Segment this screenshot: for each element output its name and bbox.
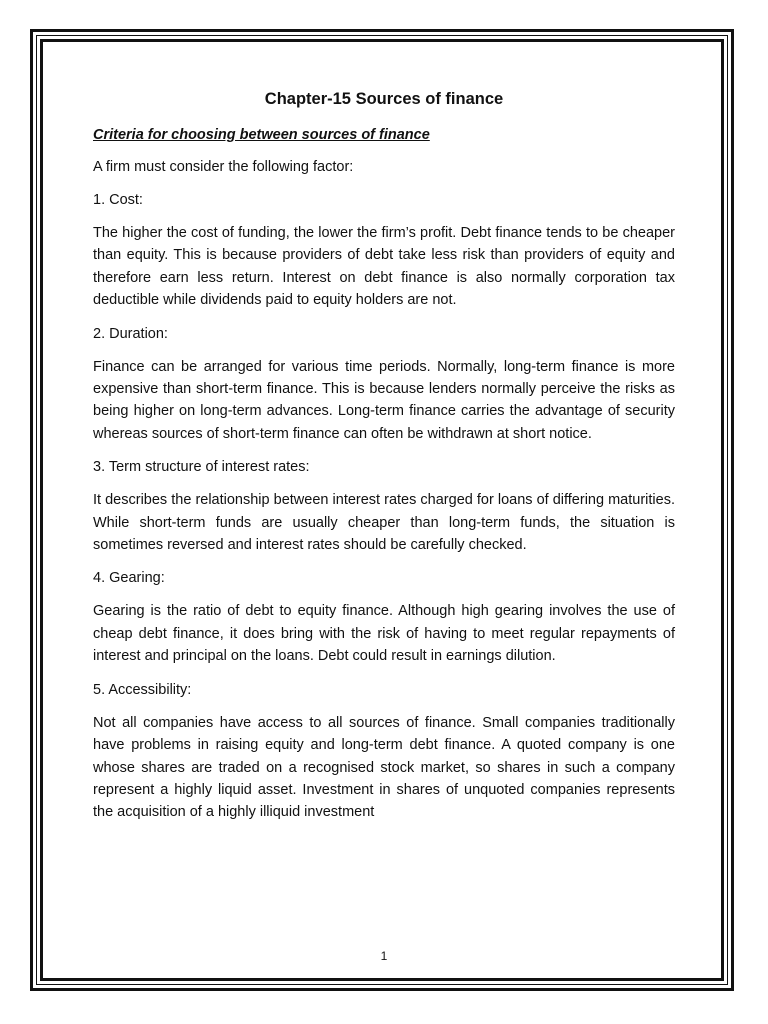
cost-heading: 1. Cost:: [93, 192, 143, 208]
cost-paragraph: The higher the cost of funding, the lower the firm’s profit. Debt finance tends to be cheaper than equity. This is because providers of debt take less risk than providers of equity and therefore earn less return. Interest on debt finance is also normally corporation tax deductible while dividends paid to equity holders are not.: [93, 225, 675, 309]
gearing-heading: 4. Gearing:: [93, 570, 165, 587]
duration-heading: 2. Duration:: [93, 325, 168, 342]
accessibility-heading: 5. Accessibility:: [93, 681, 192, 698]
gearing-paragraph: Gearing is the ratio of debt to equity finance. Although high gearing involves the use of cheap debt finance, it does bring with the risk of having to meet regular repayments of interest and principal on the loans. Debt could result in earnings dilution.: [93, 603, 675, 665]
duration-paragraph: Finance can be arranged for various time periods. Normally, long-term finance is more expensive than short-term finance. This is because lenders normally perceive the risks as being higher on long-term advances. Long-term finance carries the advantage of security whereas sources of short-term finance can often be withdrawn at short notice.: [93, 358, 675, 442]
term-structure-paragraph: It describes the relationship between interest rates charged for loans of differing maturities. While short-term funds are usually cheaper than long-term funds, the situation is sometimes reversed and interest rates should be carefully checked.: [93, 492, 675, 554]
page-content: [93, 88, 675, 835]
chapter-title: Chapter-15 Sources of finance: [264, 90, 504, 108]
term-structure-heading: 3. Term structure of interest rates:: [93, 459, 310, 476]
section-subtitle: Criteria for choosing between sources of finance: [93, 127, 430, 143]
intro-text: A firm must consider the following factor:: [93, 159, 354, 175]
page-number: 1: [380, 949, 388, 963]
accessibility-paragraph: Not all companies have access to all sources of finance. Small companies traditionally have problems in raising equity and long-term debt finance. A quoted company is one whose shares are traded on a recognised stock market, so shares in such a company represent a highly liquid asset. Investment in shares of unquoted companies represents the acquisition of a highly illiquid investment: [93, 714, 675, 821]
